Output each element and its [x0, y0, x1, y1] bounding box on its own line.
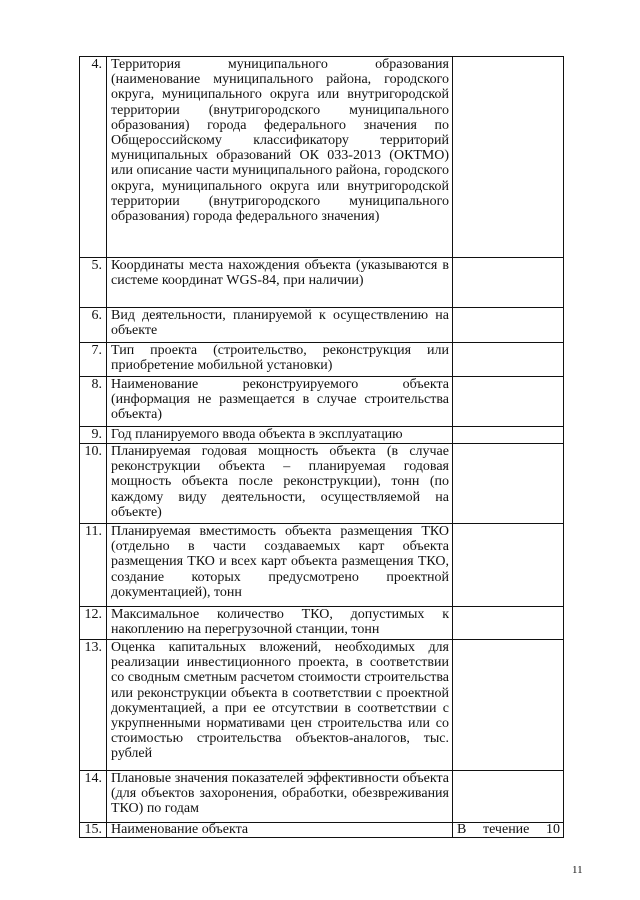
value-word: течение	[482, 822, 530, 837]
table-row	[80, 823, 564, 838]
row-value	[453, 427, 564, 444]
value-text	[457, 823, 560, 837]
row-description: Оценка капитальных вложений, необходимых для реализации инвестиционного проекта, в соответствии со сводным сметным расчетом стоимости строительства или реконструкции объекта в соответствии с проектной документацией, а при ее отсутствии в соответствии с укрупненными нормативами цен строительства или со стоимостью строительства объектов-аналогов, тыс. рублей	[107, 640, 453, 771]
row-description: Планируемая вместимость объекта размещения ТКО (отдельно в части создаваемых карт объекта размещения ТКО и всех карт объекта размещения ТКО, создание которых предусмотрено проектной документацией), тонн	[107, 524, 453, 607]
table-row	[80, 343, 564, 377]
row-number: 9.	[80, 427, 107, 444]
row-number: 11.	[80, 524, 107, 607]
table-row	[80, 308, 564, 343]
table-row	[80, 427, 564, 444]
row-description: Максимальное количество ТКО, допустимых к накоплению на перегрузочной станции, тонн	[107, 607, 453, 640]
row-value	[453, 823, 564, 838]
table-row	[80, 771, 564, 823]
row-value	[453, 771, 564, 823]
form-table	[79, 56, 564, 838]
row-description: Плановые значения показателей эффективности объекта (для объектов захоронения, обработки, обезвреживания ТКО) по годам	[107, 771, 453, 823]
value-word: В	[457, 822, 467, 837]
table-row	[80, 377, 564, 427]
row-description: Год планируемого ввода объекта в эксплуатацию	[107, 427, 453, 444]
row-number: 7.	[80, 343, 107, 377]
row-number: 10.	[80, 444, 107, 524]
row-description: Координаты места нахождения объекта (указываются в системе координат WGS-84, при наличии)	[107, 258, 453, 308]
row-value	[453, 258, 564, 308]
row-number: 14.	[80, 771, 107, 823]
row-value	[453, 640, 564, 771]
table-row	[80, 607, 564, 640]
row-number: 5.	[80, 258, 107, 308]
row-value	[453, 377, 564, 427]
row-number: 6.	[80, 308, 107, 343]
table-row	[80, 258, 564, 308]
row-value	[453, 308, 564, 343]
row-number: 4.	[80, 57, 107, 258]
table-row	[80, 640, 564, 771]
row-value	[453, 444, 564, 524]
row-number: 13.	[80, 640, 107, 771]
table-row	[80, 57, 564, 258]
value-word: 10	[546, 822, 560, 837]
row-value	[453, 57, 564, 258]
row-description: Наименование объекта	[107, 823, 453, 838]
row-number: 8.	[80, 377, 107, 427]
table-row	[80, 444, 564, 524]
row-value	[453, 607, 564, 640]
row-description: Планируемая годовая мощность объекта (в случае реконструкции объекта – планируемая годовая мощность объекта после реконструкции), тонн (по каждому виду деятельности, осуществляемой на объекте)	[107, 444, 453, 524]
row-description: Территория муниципального образования (наименование муниципального района, городского округа, муниципального округа или внутригородской территории (внутригородского муниципального образования) города федерального значения по Общероссийскому классификатору территорий муниципальных образований ОК 033-2013 (ОКТМО) или описание части муниципального района, городского округа, муниципального округа или внутригородской территории (внутригородского муниципального образования) города федерального значения)	[107, 57, 453, 258]
row-description: Наименование реконструируемого объекта (информация не размещается в случае строительства объекта)	[107, 377, 453, 427]
row-value	[453, 524, 564, 607]
row-number: 12.	[80, 607, 107, 640]
page-number: 11	[572, 864, 583, 876]
table-row	[80, 524, 564, 607]
row-number: 15.	[80, 823, 107, 838]
row-description: Тип проекта (строительство, реконструкция или приобретение мобильной установки)	[107, 343, 453, 377]
row-value	[453, 343, 564, 377]
row-description: Вид деятельности, планируемой к осуществлению на объекте	[107, 308, 453, 343]
